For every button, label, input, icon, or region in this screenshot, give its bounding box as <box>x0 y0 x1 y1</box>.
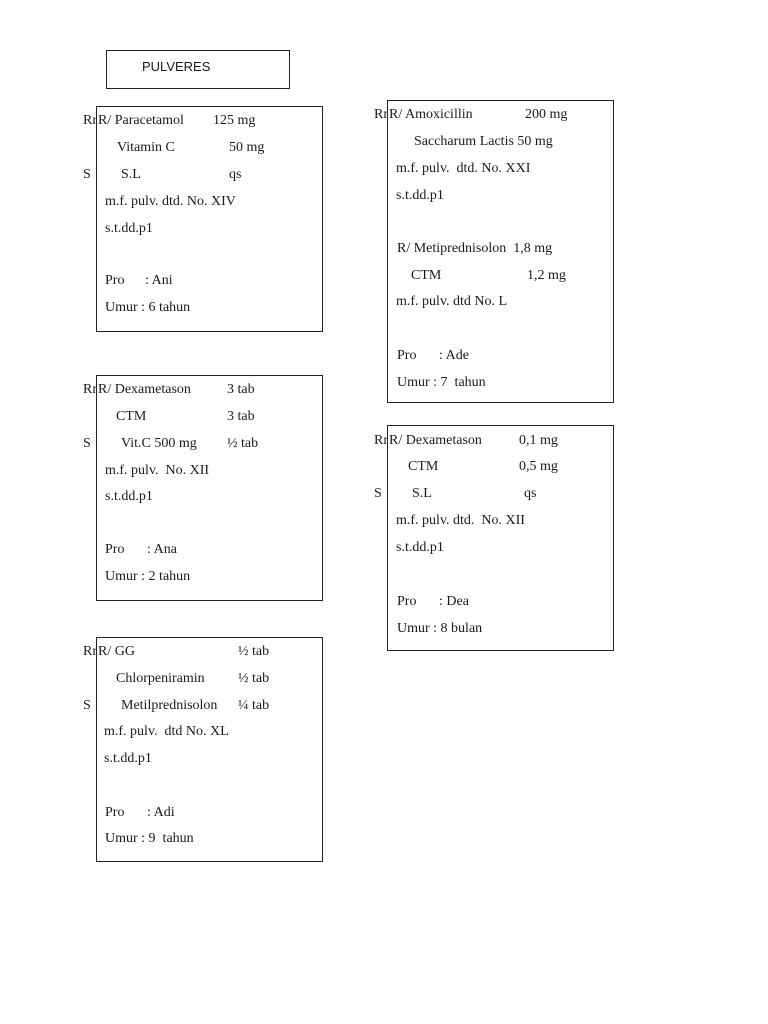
rx1-line2-drug: Vitamin C <box>117 140 175 155</box>
rx3-patient-name: : Adi <box>147 805 175 820</box>
rx3-line3-dose: ¼ tab <box>238 698 270 713</box>
rx1-line1-dose: 125 mg <box>213 113 256 128</box>
prescription-card-5 <box>387 425 614 651</box>
rx5-line2-dose: 0,5 mg <box>519 459 558 474</box>
margin-rr-4: Rr <box>374 107 388 122</box>
rx2-patient-age: Umur : 2 tahun <box>105 569 191 584</box>
rx5-line3-drug: S.L <box>412 486 432 501</box>
margin-s-3: S <box>83 698 91 713</box>
rx4-line5: R/ Metiprednisolon 1,8 mg <box>397 241 553 256</box>
rx5-instruction: m.f. pulv. dtd. No. XII <box>396 513 525 528</box>
rx5-line2-drug: CTM <box>408 459 439 474</box>
rx4-line2: Saccharum Lactis 50 mg <box>414 134 553 149</box>
page-title: PULVERES <box>142 59 211 74</box>
rx4-instruction-1: m.f. pulv. dtd. No. XXI <box>396 161 531 176</box>
prescription-card-4 <box>387 100 614 403</box>
rx2-line2-dose: 3 tab <box>227 409 255 424</box>
rx5-signa: s.t.dd.p1 <box>396 540 444 555</box>
rx3-line1-drug: R/ GG <box>98 644 135 659</box>
rx2-line1-dose: 3 tab <box>227 382 255 397</box>
rx2-instruction: m.f. pulv. No. XII <box>105 463 210 478</box>
rx4-pro-label: Pro <box>397 348 417 363</box>
rx4-signa: s.t.dd.p1 <box>396 188 444 203</box>
rx4-patient-name: : Ade <box>439 348 469 363</box>
rx2-pro-label: Pro <box>105 542 125 557</box>
title-box <box>106 50 290 89</box>
margin-s-2: S <box>83 436 91 451</box>
rx2-line3-dose: ½ tab <box>227 436 259 451</box>
rx1-instruction: m.f. pulv. dtd. No. XIV <box>105 194 236 209</box>
margin-s-1: S <box>83 167 91 182</box>
rx4-instruction-2: m.f. pulv. dtd No. L <box>396 294 508 309</box>
rx3-signa: s.t.dd.p1 <box>104 751 152 766</box>
rx3-patient-age: Umur : 9 tahun <box>105 831 194 846</box>
rx2-line1-drug: R/ Dexametason <box>98 382 191 397</box>
rx1-line1-drug: R/ Paracetamol <box>98 113 184 128</box>
rx2-line3-drug: Vit.C 500 mg <box>121 436 197 451</box>
margin-s-5: S <box>374 486 382 501</box>
rx4-line1-dose: 200 mg <box>525 107 568 122</box>
rx2-line2-drug: CTM <box>116 409 147 424</box>
rx2-patient-name: : Ana <box>147 542 177 557</box>
rx1-line3-drug: S.L <box>121 167 141 182</box>
margin-rr-2: Rr <box>83 382 97 397</box>
rx5-line1-dose: 0,1 mg <box>519 433 558 448</box>
rx1-signa: s.t.dd.p1 <box>105 221 153 236</box>
rx3-line2-dose: ½ tab <box>238 671 270 686</box>
rx2-signa: s.t.dd.p1 <box>105 489 153 504</box>
rx5-patient-name: : Dea <box>439 594 469 609</box>
margin-rr-3: Rr <box>83 644 97 659</box>
rx1-line2-dose: 50 mg <box>229 140 265 155</box>
prescription-card-1 <box>96 106 323 332</box>
margin-rr-5: Rr <box>374 433 388 448</box>
rx1-patient-age: Umur : 6 tahun <box>105 300 191 315</box>
rx1-line3-dose: qs <box>229 167 242 182</box>
prescription-card-2 <box>96 375 323 601</box>
margin-rr-1: Rr <box>83 113 97 128</box>
prescription-card-3 <box>96 637 323 862</box>
rx4-line1-drug: R/ Amoxicillin <box>389 107 473 122</box>
rx5-line3-dose: qs <box>524 486 537 501</box>
rx5-line1-drug: R/ Dexametason <box>389 433 482 448</box>
rx4-line6-dose: 1,2 mg <box>527 268 566 283</box>
rx1-pro-label: Pro <box>105 273 125 288</box>
rx3-line3-drug: Metilprednisolon <box>121 698 218 713</box>
rx4-line6-drug: CTM <box>411 268 442 283</box>
rx3-line1-dose: ½ tab <box>238 644 270 659</box>
rx3-pro-label: Pro <box>105 805 125 820</box>
rx4-patient-age: Umur : 7 tahun <box>397 375 486 390</box>
rx1-patient-name: : Ani <box>145 273 173 288</box>
rx3-line2-drug: Chlorpeniramin <box>116 671 205 686</box>
rx5-patient-age: Umur : 8 bulan <box>397 621 483 636</box>
rx3-instruction: m.f. pulv. dtd No. XL <box>104 724 229 739</box>
rx5-pro-label: Pro <box>397 594 417 609</box>
